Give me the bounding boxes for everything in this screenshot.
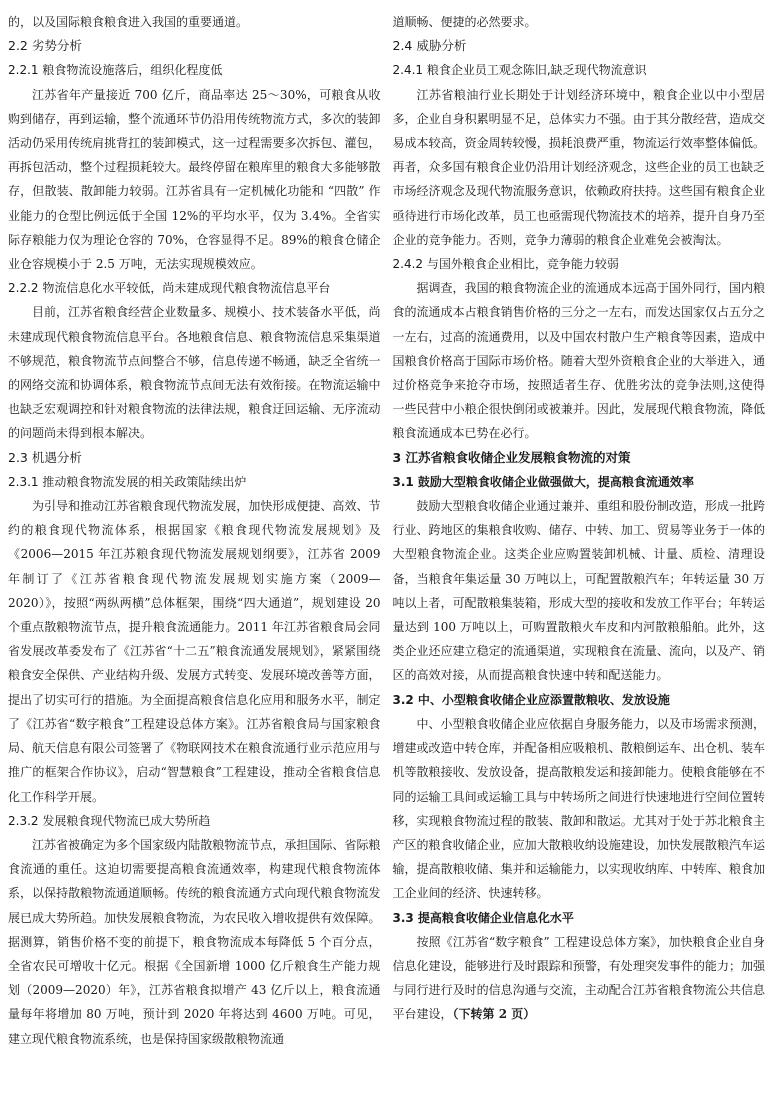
paragraph: 江苏省年产量接近 700 亿斤，商品率达 25～30%，可粮食从收购到储存，再到运输，整个流通环节仍沿用传统物流方式，多次的装卸活动仍采用传统肩挑背扛的装卸模式，这一过程需要多次拆包、灌包，再拆包活动，整个过程损耗较大。最终停留在粮库里的粮食大多能够散存，但散装、散卸能力较弱。江苏省具有一定机械化功能和 “四散” 作业能力的仓型比例远低于全国 12%的平均水平，仅为 3.4%。全省实际存粮能力仅为理论仓容的 70%，仓容显得不足。89%的粮食仓储企业仓容规模小于 2.5 万吨，无法实现规模效应。 bbox=[8, 87, 381, 272]
paragraph-text: 按照《江苏省“数字粮食” 工程建设总体方案》，加快粮食企业自身信息化建设，能够进行及时跟踪和预警，有处理突发事件的能力；加强与同行进行及时的信息沟通与交流，主动配合江苏省粮食物流公共信息平台建设， bbox=[392, 934, 765, 1022]
subsection-heading: 2.4.2 与国外粮食企业相比，竞争能力较弱 bbox=[392, 257, 619, 272]
paragraph: 江苏省粮油行业长期处于计划经济环境中，粮食企业以中小型居多，企业自身积累明显不足，总体实力不强。由于其分散经营，造成交易成本较高，资金周转较慢，损耗浪费严重，物流运行效率整体偏低。再者，众多国有粮食企业仍沿用计划经济观念，这些企业的员工也缺乏市场经济观念及现代物流服务意识，依赖政府扶持。这些国有粮食企业亟待进行市场化改革，员工也亟需现代物流技术的培养，提升自身乃至企业的竞争能力。否则，竞争力薄弱的粮食企业难免会被淘汰。 bbox=[392, 87, 765, 247]
subsection-heading: 2.4.1 粮食企业员工观念陈旧,缺乏现代物流意识 bbox=[392, 63, 647, 78]
right-column bbox=[393, 10, 766, 1110]
subsection-heading: 2.3.2 发展粮食现代物流已成大势所趋 bbox=[8, 813, 211, 828]
section-heading: 3.1 鼓励大型粮食收储企业做强做大，提高粮食流通效率 bbox=[392, 474, 694, 489]
section-heading: 2.2 劣势分析 bbox=[8, 38, 82, 54]
subsection-heading: 2.2.1 粮食物流设施落后，组织化程度低 bbox=[8, 63, 223, 78]
paragraph: 为引导和推动江苏省粮食现代物流发展，加快形成便捷、高效、节约的粮食现代物流体系，根据国家《粮食现代物流发展规划》及《2006—2015 年江苏粮食现代物流发展规划纲要》，江苏省 2009 年制订了《江苏省粮食现代物流发展规划实施方案（2009—2020）》，按照“两纵两横”总体框架，围绕“四大通道”，规划建设 20 个重点散粮物流节点，提升粮食流通能力。2011 年江苏省粮食局会同省发展改革委发布了《江苏省“十二五”粮食流通发展规划》，紧紧围绕粮食安全保供、产业结构升级、发展方式转变、发展环境改善等方面，提出了切实可行的措施。为全面提高粮食信息化应用和服务水平，制定了《江苏省“数字粮食”工程建设总体方案》。江苏省粮食局与国家粮食局、航天信息有限公司签署了《物联网技术在粮食流通行业示范应用与推广的框架合作协议》，启动“智慧粮食”工程建设，推动全省粮食信息化工作科学开展。 bbox=[8, 499, 381, 804]
paragraph bbox=[393, 930, 766, 1027]
section-heading: 2.4 威胁分析 bbox=[392, 38, 467, 54]
paragraph: 据调查，我国的粮食物流企业的流通成本远高于国外同行，国内粮食的流通成本占粮食销售价格的三分之一左右，而发达国家仅占五分之一左右，过高的流通费用，以及中国农村散户生产粮食等因素，造成中国粮食价格高于国际市场价格。随着大型外资粮食企业的大举进入，通过价格竞争来抢夺市场，按照适者生存、优胜劣汰的竞争法则,这使得一些民营中小粮企很快倒闭或被兼并。因此，发展现代粮食物流，降低粮食流通成本已势在必行。 bbox=[392, 281, 765, 441]
subsection-heading: 2.3.1 推动粮食物流发展的相关政策陆续出炉 bbox=[8, 474, 247, 489]
paragraph: 鼓励大型粮食收储企业通过兼并、重组和股份制改造，形成一批跨行业、跨地区的集粮食收购、储存、中转、加工、贸易等业务于一体的大型粮食物流企业。这类企业应购置装卸机械、计量、质检、清理设备，当粮食年集运量 30 万吨以上，可配置散粮汽车；年转运量 30 万吨以上者，可配散粮集装箱，形成大型的接收和发放工作平台；年转运量达到 100 万吨以上，可购置散粮火车皮和内河散粮船舶。此外，这类企业还应建立稳定的流通渠道，实现粮食在流量、流向，以及产、销区的高效对接，从而提高粮食快速中转和配送能力。 bbox=[392, 499, 765, 683]
section-heading: 3.3 提高粮食收储企业信息化水平 bbox=[392, 910, 574, 925]
paragraph: 江苏省被确定为多个国家级内陆散粮物流节点，承担国际、省际粮食流通的重任。这迫切需要提高粮食流通效率，构建现代粮食物流体系，以保持散粮物流通道顺畅。传统的粮食流通方式向现代粮食物流发展已成大势所趋。加快发展粮食物流，为农民收入增收提供有效保障。据测算，销售价格不变的前提下，粮食物流成本每降低 5 个百分点，全省农民可增收十亿元。根据《全国新增 1000 亿斤粮食生产能力规划（2009—2020）年》，江苏省粮食拟增产 43 亿斤以上，粮食流通量每年将增加 80 万吨，预计到 2020 年将达到 4600 万吨。可见，建立现代粮食物流系统，也是保持国家级散粮物流通 bbox=[8, 837, 381, 1046]
section-heading: 2.3 机遇分析 bbox=[8, 449, 82, 465]
continued-note: （下转第 2 页） bbox=[452, 1007, 536, 1022]
paragraph: 目前，江苏省粮食经营企业数量多、规模小、技术装备水平低，尚未建成现代粮食物流信息平台。各地粮食信息、粮食物流信息采集渠道不够规范，粮食物流节点间整合不够，信息传递不畅通，缺乏全省统一的网络交流和协调体系，粮食物流节点间无法有效衔接。在物流运输中也缺乏宏观调控和针对粮食物流的法律法规，粮食迂回运输、无序流动的问题尚未得到根本解决。 bbox=[8, 305, 381, 441]
left-column bbox=[8, 10, 381, 1110]
paragraph: 的，以及国际粮食粮食进入我国的重要通道。 bbox=[8, 15, 249, 29]
paragraph: 道顺畅、便捷的必然要求。 bbox=[392, 15, 537, 29]
chapter-heading: 3 江苏省粮食收储企业发展粮食物流的对策 bbox=[392, 449, 631, 465]
section-heading: 3.2 中、小型粮食收储企业应添置散粮收、发放设施 bbox=[392, 692, 670, 707]
paragraph: 中、小型粮食收储企业应依据自身服务能力，以及市场需求预测，增建或改造中转仓库，并配备相应吸粮机、散粮倒运车、出仓机、装车机等散粮接收、发放设备，提高散粮发运和接卸能力。使粮食能够在不同的运输工具间或运输工具与中转场所之间进行快速地进行空间位置转移，实现粮食物流过程的散装、散卸和散运。尤其对于处于苏北粮食主产区的粮食收储企业，应加大散粮收纳设施建设，加快发展散粮汽车运输，提高散粮收储、集并和运输能力，以实现收纳库、中转库、粮食加工企业间的经济、快速转移。 bbox=[392, 716, 765, 901]
subsection-heading: 2.2.2 物流信息化水平较低，尚未建成现代粮食物流信息平台 bbox=[8, 281, 331, 296]
